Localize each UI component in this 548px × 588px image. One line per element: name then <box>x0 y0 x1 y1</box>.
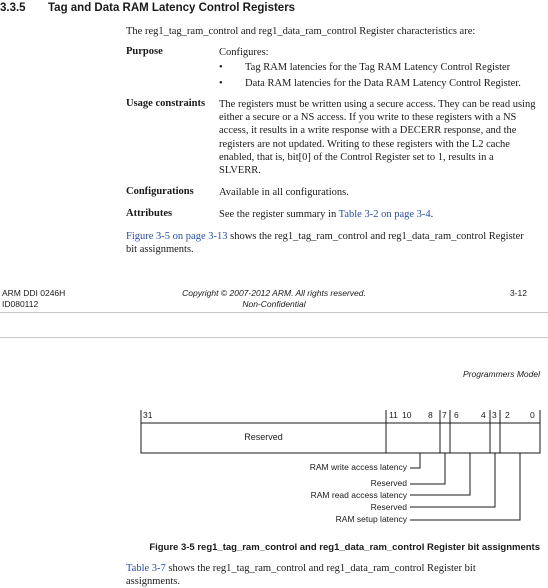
bit-number: 7 <box>442 410 447 420</box>
configurations-text: Available in all configurations. <box>219 187 349 198</box>
field-label-read-latency: RAM read access latency <box>310 490 407 500</box>
leader-setup-latency <box>410 453 520 520</box>
usage-line: The registers must be written using a secure access. They can be read using <box>219 99 536 110</box>
bit-number: 0 <box>530 410 535 420</box>
leader-read-latency <box>410 453 470 495</box>
doc-id: ARM DDI 0246H <box>2 288 66 298</box>
bit-number: 11 <box>389 410 398 420</box>
leader-lines <box>410 453 520 520</box>
confidentiality: Non-Confidential <box>242 299 306 309</box>
copyright: Copyright © 2007-2012 ARM. All rights reserved. <box>182 288 366 298</box>
bit-number: 6 <box>454 410 459 420</box>
table-ref-line-2: assignments. <box>126 576 180 587</box>
table-ref-paragraph <box>126 562 546 588</box>
bit-number: 31 <box>143 410 153 420</box>
attributes-label: Attributes <box>126 208 173 219</box>
chapter-header: Programmers Model <box>463 369 540 379</box>
usage-label: Usage constraints <box>126 98 206 109</box>
attributes-prefix: See the register summary in <box>219 209 339 220</box>
issue-id: ID080112 <box>2 299 39 309</box>
bit-number: 3 <box>492 410 497 420</box>
reserved-field-label: Reserved <box>244 432 283 442</box>
table-3-2-link[interactable]: Table 3-2 on page 3-4 <box>338 209 431 220</box>
figure-ref-text: shows the reg1_tag_ram_control and reg1_data_ram_control Register <box>227 231 524 242</box>
section-title: Tag and Data RAM Latency Control Registers <box>48 2 296 14</box>
field-label-reserved: Reserved <box>370 502 407 512</box>
leader-write-latency <box>410 453 420 468</box>
figure-caption: Figure 3-5 reg1_tag_ram_control and reg1_data_ram_control Register bit assignments <box>149 542 540 553</box>
table-ref-line-1 <box>126 562 546 575</box>
usage-line: registers are not updated. Writing to these registers with the L2 cache <box>219 138 510 150</box>
usage-line: either a secure or a NS access. If you write to these registers with a NS <box>219 112 517 124</box>
purpose-bullet-1: Tag RAM latencies for the Tag RAM Latency Control Register <box>245 62 511 73</box>
figure-3-5-link[interactable]: Figure 3-5 on page 3-13 <box>126 231 228 242</box>
figure-ref-line-2: bit assignments. <box>126 244 194 256</box>
field-label-reserved: Reserved <box>370 478 407 488</box>
bit-number: 4 <box>481 410 486 420</box>
intro-text: The reg1_tag_ram_control and reg1_data_ram_control Register characteristics are: <box>126 26 476 37</box>
purpose-bullet-2: Data RAM latencies for the Data RAM Latency Control Register. <box>245 78 521 89</box>
usage-line: SLVERR. <box>219 165 261 177</box>
page-number: 3-12 <box>510 288 528 298</box>
bit-number: 2 <box>505 410 510 420</box>
bit-number: 10 <box>402 410 412 420</box>
configurations-label: Configurations <box>126 186 194 197</box>
field-label-setup-latency: RAM setup latency <box>335 514 407 524</box>
purpose-label: Purpose <box>126 46 163 57</box>
leader-reserved-3 <box>410 453 495 507</box>
bullet-marker: • <box>219 78 223 89</box>
field-label-write-latency: RAM write access latency <box>309 462 407 472</box>
usage-line: enabled, that is, bit[0] of the Control Register set to 1, results in a <box>219 151 494 163</box>
table-3-7-link[interactable]: Table 3-7 <box>126 563 166 574</box>
bit-number: 8 <box>428 410 433 420</box>
usage-line: access, it results in a write response with a DECERR response, and the <box>219 125 517 137</box>
section-number: 3.3.5 <box>0 2 26 14</box>
table-ref-text: shows the reg1_tag_ram_control and reg1_data_ram_control Register bit <box>165 563 476 574</box>
purpose-lead: Configures: <box>219 47 269 58</box>
bullet-marker: • <box>219 62 223 73</box>
attributes-suffix: . <box>430 209 434 220</box>
